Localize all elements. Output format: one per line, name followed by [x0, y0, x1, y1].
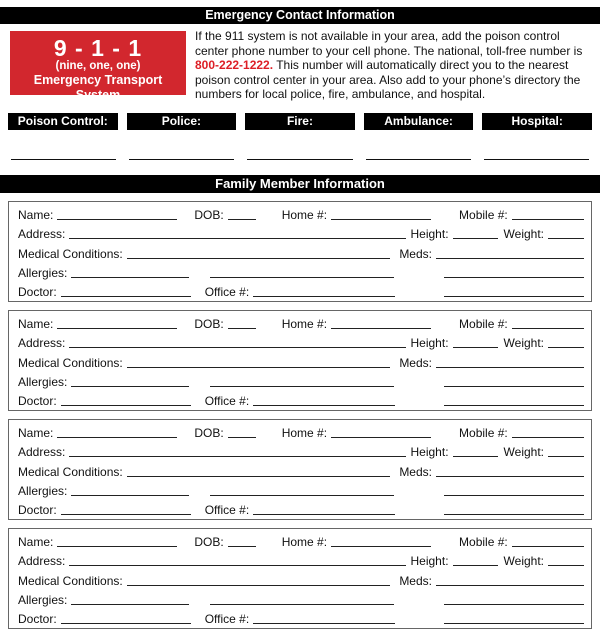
family-member-box — [8, 310, 592, 411]
form-row-name — [18, 314, 584, 333]
field-label-dob: DOB: — [194, 208, 224, 223]
allergies-line[interactable] — [71, 386, 189, 387]
meds-extra-line-2[interactable] — [444, 296, 584, 297]
office-phone-line[interactable] — [253, 514, 395, 515]
family-section-title: Family Member Information — [215, 175, 385, 191]
office-phone-line[interactable] — [253, 405, 395, 406]
meds-extra-line-2[interactable] — [444, 623, 584, 624]
form-row-name — [18, 423, 584, 442]
emergency-911-box — [10, 31, 186, 102]
office-phone-line[interactable] — [253, 623, 395, 624]
meds-extra-line-1[interactable] — [444, 386, 584, 387]
field-label-office-phone: Office #: — [204, 611, 250, 626]
family-member-box — [8, 201, 592, 302]
field-label-height: Height: — [410, 554, 449, 569]
address-line[interactable] — [69, 347, 405, 348]
field-label-office-phone: Office #: — [204, 393, 250, 408]
medical-conditions-line[interactable] — [127, 258, 391, 259]
meds-line[interactable] — [436, 476, 584, 477]
field-label-office-phone: Office #: — [204, 284, 250, 299]
mobile-phone-line[interactable] — [512, 328, 584, 329]
form-row-doctor — [18, 391, 584, 410]
family-section-header — [0, 175, 600, 193]
address-line[interactable] — [69, 565, 405, 566]
field-label-mobile-phone: Mobile #: — [459, 535, 508, 550]
form-row-allergies — [18, 590, 584, 609]
contact-label: Ambulance: — [364, 113, 474, 130]
911-number-words: (nine, one, one) — [55, 60, 141, 72]
form-row-medical — [18, 243, 584, 262]
field-label-meds: Meds: — [399, 464, 432, 479]
family-member-box — [8, 419, 592, 520]
meds-extra-line-2[interactable] — [444, 514, 584, 515]
office-phone-line[interactable] — [253, 296, 395, 297]
field-label-office-phone: Office #: — [204, 502, 250, 517]
emergency-section-title: Emergency Contact Information — [205, 8, 395, 22]
mobile-phone-line[interactable] — [512, 219, 584, 220]
form-row-allergies — [18, 263, 584, 282]
field-label-mobile-phone: Mobile #: — [459, 426, 508, 441]
field-label-address: Address: — [18, 336, 66, 351]
field-label-medical-conditions: Medical Conditions: — [18, 464, 123, 479]
doctor-line[interactable] — [61, 514, 191, 515]
height-line[interactable] — [453, 347, 498, 348]
form-row-medical — [18, 352, 584, 371]
form-row-doctor — [18, 282, 584, 301]
contact-label: Police: — [127, 113, 237, 130]
meds-extra-line-1[interactable] — [444, 277, 584, 278]
field-label-meds: Meds: — [399, 573, 432, 588]
field-label-meds: Meds: — [399, 246, 432, 261]
mobile-phone-line[interactable] — [512, 437, 584, 438]
dob-line[interactable] — [228, 437, 256, 438]
home-phone-line[interactable] — [331, 437, 431, 438]
home-phone-line[interactable] — [331, 328, 431, 329]
field-label-allergies: Allergies: — [18, 592, 68, 607]
field-label-doctor: Doctor: — [18, 502, 57, 517]
meds-extra-line-1[interactable] — [444, 604, 584, 605]
allergies-extra-line[interactable] — [210, 495, 394, 496]
meds-extra-line-2[interactable] — [444, 405, 584, 406]
allergies-line[interactable] — [71, 604, 189, 605]
name-line[interactable] — [57, 437, 177, 438]
meds-extra-line-1[interactable] — [444, 495, 584, 496]
name-line[interactable] — [57, 328, 177, 329]
field-label-dob: DOB: — [194, 317, 224, 332]
allergies-extra-line[interactable] — [210, 604, 394, 605]
height-line[interactable] — [453, 238, 498, 239]
field-label-medical-conditions: Medical Conditions: — [18, 573, 123, 588]
allergies-extra-line[interactable] — [210, 386, 394, 387]
field-label-home-phone: Home #: — [281, 317, 328, 332]
form-row-doctor — [18, 500, 584, 519]
field-label-address: Address: — [18, 227, 66, 242]
address-line[interactable] — [69, 456, 405, 457]
field-label-home-phone: Home #: — [281, 208, 328, 223]
meds-line[interactable] — [436, 585, 584, 586]
form-row-address — [18, 333, 584, 352]
field-label-dob: DOB: — [194, 426, 224, 441]
field-label-meds: Meds: — [399, 355, 432, 370]
field-label-address: Address: — [18, 554, 66, 569]
allergies-extra-line[interactable] — [210, 277, 394, 278]
meds-line[interactable] — [436, 367, 584, 368]
form-row-allergies — [18, 481, 584, 500]
contact-fill-line[interactable] — [247, 158, 352, 160]
field-label-allergies: Allergies: — [18, 374, 68, 389]
weight-line[interactable] — [548, 456, 584, 457]
field-label-dob: DOB: — [194, 535, 224, 550]
medical-conditions-line[interactable] — [127, 367, 391, 368]
emergency-contacts-fill-lines — [11, 158, 589, 160]
field-label-medical-conditions: Medical Conditions: — [18, 246, 123, 261]
height-line[interactable] — [453, 456, 498, 457]
contact-fill-line[interactable] — [129, 158, 234, 160]
field-label-allergies: Allergies: — [18, 483, 68, 498]
contact-fill-line[interactable] — [11, 158, 116, 160]
emergency-transport-label: Emergency Transport System — [33, 73, 163, 102]
height-line[interactable] — [453, 565, 498, 566]
weight-line[interactable] — [548, 347, 584, 348]
field-label-height: Height: — [410, 445, 449, 460]
intro-section — [10, 29, 590, 102]
contact-label: Fire: — [245, 113, 355, 130]
home-phone-line[interactable] — [331, 219, 431, 220]
contact-fill-line[interactable] — [484, 158, 589, 160]
field-label-doctor: Doctor: — [18, 393, 57, 408]
field-label-name: Name: — [18, 426, 54, 441]
dob-line[interactable] — [228, 328, 256, 329]
field-label-doctor: Doctor: — [18, 611, 57, 626]
poison-control-phone-number: 800-222-1222. — [195, 58, 274, 73]
dob-line[interactable] — [228, 219, 256, 220]
family-member-box — [8, 528, 592, 629]
dob-line[interactable] — [228, 546, 256, 547]
contact-label: Hospital: — [482, 113, 592, 130]
mobile-phone-line[interactable] — [512, 546, 584, 547]
allergies-line[interactable] — [71, 277, 189, 278]
allergies-line[interactable] — [71, 495, 189, 496]
form-row-allergies — [18, 372, 584, 391]
field-label-name: Name: — [18, 208, 54, 223]
field-label-home-phone: Home #: — [281, 426, 328, 441]
field-label-height: Height: — [410, 227, 449, 242]
medical-conditions-line[interactable] — [127, 476, 391, 477]
field-label-height: Height: — [410, 336, 449, 351]
field-label-weight: Weight: — [503, 554, 544, 569]
family-member-list — [8, 201, 592, 629]
instructions-text-before: If the 911 system is not available in your area, add the poison control center phone number to your cell phone. The national, toll-free number is — [195, 29, 583, 58]
form-row-address — [18, 442, 584, 461]
form-row-address — [18, 224, 584, 243]
field-label-weight: Weight: — [503, 445, 544, 460]
doctor-line[interactable] — [61, 623, 191, 624]
form-row-name — [18, 532, 584, 551]
doctor-line[interactable] — [61, 296, 191, 297]
911-number: 9 - 1 - 1 — [53, 35, 143, 61]
home-phone-line[interactable] — [331, 546, 431, 547]
form-row-medical — [18, 570, 584, 589]
emergency-section-header — [0, 7, 600, 24]
weight-line[interactable] — [548, 238, 584, 239]
field-label-weight: Weight: — [503, 336, 544, 351]
field-label-allergies: Allergies: — [18, 265, 68, 280]
doctor-line[interactable] — [61, 405, 191, 406]
field-label-home-phone: Home #: — [281, 535, 328, 550]
form-row-medical — [18, 461, 584, 480]
instructions-text-after: This number will automatically direct you to the nearest poison control center in your area. Also add to your phone’s directory the numbers for local police, fire, ambulance, and hospital. — [195, 58, 581, 102]
meds-line[interactable] — [436, 258, 584, 259]
field-label-name: Name: — [18, 535, 54, 550]
field-label-medical-conditions: Medical Conditions: — [18, 355, 123, 370]
address-line[interactable] — [69, 238, 405, 239]
name-line[interactable] — [57, 546, 177, 547]
field-label-doctor: Doctor: — [18, 284, 57, 299]
medical-conditions-line[interactable] — [127, 585, 391, 586]
contact-label: Poison Control: — [8, 113, 118, 130]
contact-fill-line[interactable] — [366, 158, 471, 160]
field-label-mobile-phone: Mobile #: — [459, 208, 508, 223]
poison-control-instructions — [195, 29, 590, 102]
form-row-address — [18, 551, 584, 570]
form-row-doctor — [18, 609, 584, 628]
field-label-weight: Weight: — [503, 227, 544, 242]
field-label-address: Address: — [18, 445, 66, 460]
name-line[interactable] — [57, 219, 177, 220]
field-label-mobile-phone: Mobile #: — [459, 317, 508, 332]
emergency-contacts-row — [8, 113, 592, 130]
weight-line[interactable] — [548, 565, 584, 566]
form-row-name — [18, 205, 584, 224]
field-label-name: Name: — [18, 317, 54, 332]
